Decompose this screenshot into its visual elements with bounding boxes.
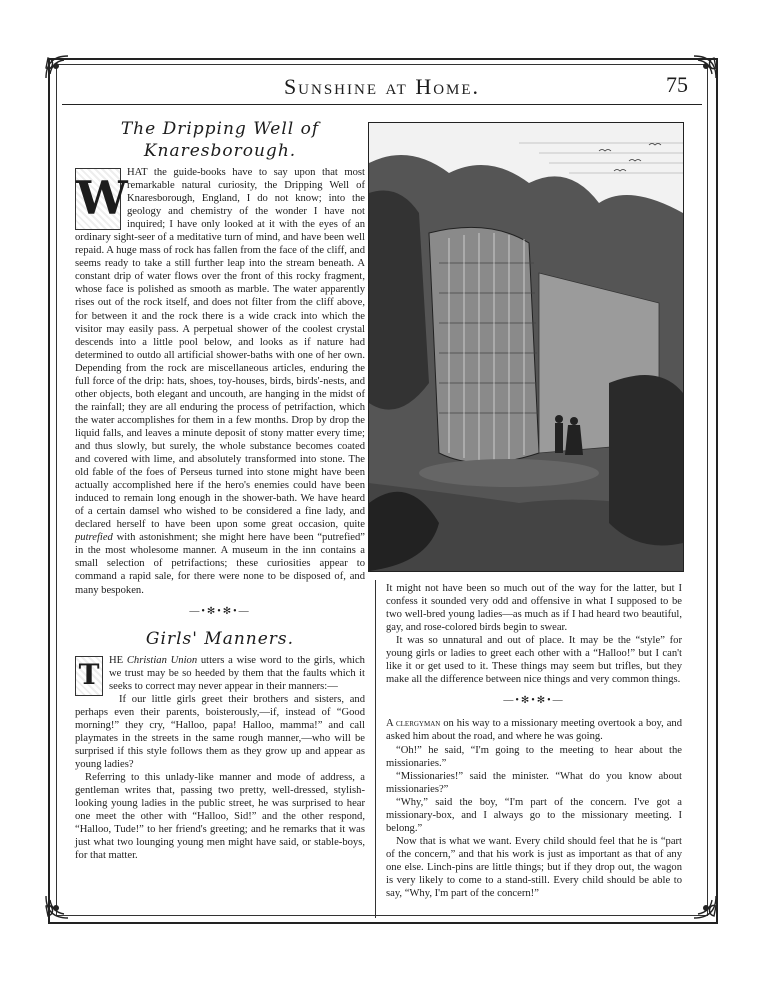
paragraph-text: with astonishment; she might here have been “putrefied” in the most wholesome manner. A museum in the inn contains a small selection of petrifactions; these curiosities appear to command a rapid sale, for there were none to be disposed of, and many bespoken.	[75, 532, 365, 596]
paragraph-text: HAT the guide-books have to say upon that most remarkable natural curiosity, the Dripping Well of Knaresborough, England, I do not know; into the geology and chemistry of the wonder I have not inquired; I have only looked at it with the eyes of an ordinary sight-seer of a meditative turn of mind, and have been well repaid. A huge mass of rock has fallen from the face of the cliff, and seems ready to take a still further leap into the stream beneath. A constant drip of water flows over the front of this rocky fragment, whose face is polished as smooth as marble. The water apparently rises out of the rock itself, and does not filter from the cliff above, for between it and the rock there is a wide crack into which the visitor may easily pass. A perpetual shower of the coolest crystal descends into a little pool below, and looks as if nature had determined to outdo all artificial shower-baths with one of her own. Depending from the rock are miscellaneous articles, enduring the full force of the drip: hats, shoes, toy-houses, birds, birds'-nests, and other objects, both elegant and uncouth, are hanging in the midst of the rainfall; they are all enduring the process of petrifaction, which the water accomplishes for them in a few months. Drop by drop the liquid falls, and leaves a minute deposit of stony matter every time; and thus slowly, but surely, the whole substance becomes coated and covered with lime, and absolutely transformed into stone. The old fable of the foes of Perseus turned into stone might have been actually accomplished here if the hero's enemies could have been induced to remain long enough in the shower-bath. We have heard of a certain damsel who wished to be considered a fine lady, and declared herself to have been upon some great occasion, quite	[75, 167, 365, 531]
article-paragraph: “Why,” said the boy, “I'm part of the concern. I've got a missionary-box, and I always go to the missionary meeting. I belong.”	[386, 796, 682, 834]
section-divider-ornament: —•✻•✻•—	[503, 695, 565, 707]
article-paragraph: “Oh!” he said, “I'm going to the meeting to hear about the missionaries.”	[386, 744, 682, 769]
italic-word: Christian Union	[126, 654, 198, 666]
article-title: Girls' Manners.	[145, 628, 295, 649]
italic-word: putrefied	[75, 532, 113, 544]
article-paragraph	[386, 717, 682, 743]
article-paragraph: Referring to this unlady-like manner and mode of address, a gentleman writes that, passing two pretty, well-dressed, stylish-looking young ladies in the public street, he was surprised to hear one meet the other with “Halloo, Sid!” and the other respond, “Halloo, Tude!” to her friend's greeting; and he remarks that it was just what two lounging young men might have said, or stable-boys, for that matter.	[75, 772, 365, 862]
right-column	[386, 582, 682, 900]
page-header	[62, 70, 702, 105]
article-paragraph: It might not have been so much out of the way for the latter, but I confess it sounded very odd and offensive in what I supposed to be two well-bred young ladies—as much as if I had heard two beautiful, gay, and rose-colored birds begin to swear.	[386, 583, 682, 634]
article-paragraph: “Missionaries!” said the minister. “What do you know about missionaries?”	[386, 770, 682, 795]
paragraph-text: utters a wise word to the girls, which we trust may be so heeded by them that the faults which it seeks to correct may never appear in their manners:—	[109, 654, 365, 692]
lead-words: A clergyman	[386, 718, 441, 730]
paragraph-text: HE	[109, 654, 124, 666]
article-paragraph: If our little girls greet their brothers and sisters, and perhaps even their parents, boisterously,—if, instead of “Good morning!” they cry, “Halloo, papa! Halloo, mamma!” and call playmates in the streets in the same rough manner,—who will be surprised if this style follows them as they grow up and appear as young ladies?	[75, 693, 365, 770]
section-divider-ornament: —•✻•✻•—	[189, 605, 251, 617]
article-paragraph	[75, 654, 365, 693]
article-title: The Dripping Well of Knaresborough.	[120, 119, 320, 161]
page-number: 75	[666, 72, 688, 97]
corner-ornament-icon	[42, 892, 72, 922]
corner-ornament-icon	[690, 892, 720, 922]
article-paragraph: Now that is what we want. Every child should feel that he is “part of the concern,” and that his work is just as important as that of any one else. Linch-pins are little things; but if they drop out, the wagon is very likely to come to a stand-still. Every child should be able to say, “Why, I'm part of the concern!”	[386, 835, 682, 900]
article-paragraph: It was so unnatural and out of place. It may be the “style” for young girls or ladies to greet each other with a “Halloo!” but I can't like it or get used to it. These things may seem but trifles, but they make all the difference between nice things and very common things.	[386, 635, 682, 686]
dripping-well-engraving	[368, 122, 684, 572]
drop-cap: T	[75, 656, 103, 696]
left-column	[75, 118, 365, 862]
paragraph-text: on his way to a missionary meeting overtook a boy, and asked him about the road, and where he was going.	[386, 718, 682, 743]
column-rule	[375, 580, 376, 918]
article-paragraph	[75, 166, 365, 597]
drop-cap: W	[75, 168, 121, 230]
running-title: Sunshine at Home.	[283, 74, 481, 99]
